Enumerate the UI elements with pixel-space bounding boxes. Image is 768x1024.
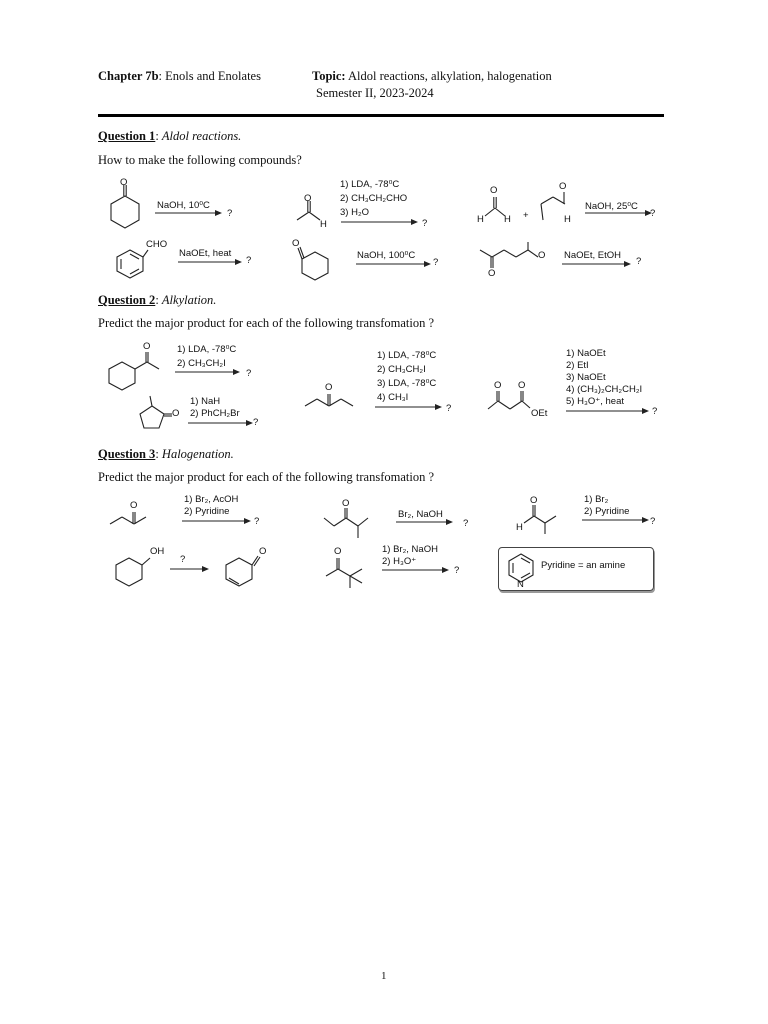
atom-h: H <box>320 219 327 230</box>
q1-r2-step-2: 2) CH₃CH₂CHO <box>340 193 408 204</box>
q2-r4-step-2: 2) EtI <box>566 360 589 371</box>
atom-o: O <box>172 408 180 419</box>
q3-title: Halogenation. <box>161 447 234 461</box>
atom-h: H <box>477 214 484 225</box>
q1-r4-conditions: NaOEt, heat <box>179 248 232 259</box>
q3-r1-question-mark: ? <box>254 516 260 527</box>
q3-heading: Question 3: Halogenation. <box>98 447 234 461</box>
atom-n: N <box>517 579 524 590</box>
q2-r3-step-2: 2) CH₃CH₂I <box>377 364 426 375</box>
q1-reaction-6 <box>476 238 661 283</box>
atom-o: O <box>130 500 138 511</box>
q1-r2-step-1: 1) LDA, -78⁰C <box>340 179 400 190</box>
atom-o: O <box>518 380 526 391</box>
q2-r3-step-4: 4) CH₃I <box>377 392 409 403</box>
q2-r4-step-3: 3) NaOEt <box>566 372 606 383</box>
q2-r4-step-4: 4) (CH₃)₂CH₂CH₂I <box>566 384 643 395</box>
header-rule <box>98 114 664 117</box>
atom-o: O <box>143 341 151 352</box>
q2-title: Alkylation. <box>161 293 217 307</box>
pyridine-note-box <box>498 547 654 591</box>
q3-r5-step-2: 2) H₃O⁺ <box>382 556 417 567</box>
atom-o: O <box>490 185 498 196</box>
q3-r3-step-2: 2) Pyridine <box>584 506 630 517</box>
chapter-label: Chapter 7b <box>98 69 159 83</box>
q2-r2-question-mark: ? <box>253 417 259 428</box>
q1-reaction-1 <box>105 176 245 236</box>
q1-r3-conditions: NaOH, 25⁰C <box>585 201 638 212</box>
q2-r4-question-mark: ? <box>652 406 658 417</box>
atom-o: O <box>494 380 502 391</box>
benzaldehyde-structure <box>110 238 260 283</box>
topic-text: Aldol reactions, alkylation, halogenation <box>345 69 552 83</box>
q1-r5-conditions: NaOH, 100⁰C <box>357 250 416 261</box>
q2-r1-step-2: 2) CH₃CH₂I <box>177 358 226 369</box>
q1-heading: Question 1: Aldol reactions. <box>98 129 242 143</box>
q2-r2-step-2: 2) PhCH₂Br <box>190 408 240 419</box>
atom-o: O <box>488 268 496 279</box>
atom-o: O <box>120 177 128 188</box>
oet-group: OEt <box>531 408 548 419</box>
cho-group: CHO <box>146 239 168 250</box>
q1-r1-conditions: NaOH, 10⁰C <box>157 200 210 211</box>
topic-label: Topic: <box>312 69 346 83</box>
atom-o: O <box>259 546 267 557</box>
q2-label: Question 2 <box>98 293 156 307</box>
q3-r1-step-2: 2) Pyridine <box>184 506 230 517</box>
q2-reaction-1 <box>105 340 265 395</box>
q2-r3-step-1: 1) LDA, -78⁰C <box>377 350 437 361</box>
q2-r4-step-1: 1) NaOEt <box>566 348 606 359</box>
semester: Semester II, 2023-2024 <box>316 86 434 100</box>
q3-r3-question-mark: ? <box>650 516 656 527</box>
q2-r1-step-1: 1) LDA, -78⁰C <box>177 344 237 355</box>
q2-reaction-3 <box>303 348 463 418</box>
q1-r6-conditions: NaOEt, EtOH <box>564 250 622 261</box>
pyridine-structure <box>505 548 545 590</box>
atom-o: O <box>538 250 546 261</box>
q3-prompt: Predict the major product for each of the following transfomation ? <box>98 470 435 484</box>
q3-r4-question-mark: ? <box>180 554 186 565</box>
oh-group: OH <box>150 546 165 557</box>
q1-prompt: How to make the following compounds? <box>98 153 302 167</box>
q3-r2-conditions: Br₂, NaOH <box>398 509 443 520</box>
atom-h: H <box>516 522 523 533</box>
q1-reaction-5 <box>290 238 450 283</box>
q2-reaction-4 <box>486 345 664 425</box>
q1-r5-question-mark: ? <box>433 257 439 268</box>
q2-r2-step-1: 1) NaH <box>190 396 221 407</box>
atom-o: O <box>325 382 333 393</box>
chapter-title: : Enols and Enolates <box>158 69 261 83</box>
topic-heading <box>312 69 552 84</box>
q3-label: Question 3 <box>98 447 156 461</box>
q1-r6-question-mark: ? <box>636 256 642 267</box>
plus-sign: + <box>523 210 529 221</box>
atom-o: O <box>530 495 538 506</box>
chapter-heading <box>98 69 261 84</box>
q1-r3-question-mark: ? <box>650 208 656 219</box>
q3-reaction-4 <box>112 544 272 594</box>
atom-o: O <box>342 498 350 509</box>
q3-reaction-1 <box>108 494 268 534</box>
q1-reaction-2 <box>293 176 443 236</box>
atom-o: O <box>334 546 342 557</box>
q3-r5-step-1: 1) Br₂, NaOH <box>382 544 438 555</box>
q1-r1-question-mark: ? <box>227 208 233 219</box>
q2-r3-step-3: 3) LDA, -78⁰C <box>377 378 437 389</box>
q1-r4-question-mark: ? <box>246 255 252 266</box>
page-number: 1 <box>381 970 387 982</box>
q3-r2-question-mark: ? <box>463 518 469 529</box>
q2-r4-step-5: 5) H₃O⁺, heat <box>566 396 624 407</box>
atom-o: O <box>292 238 300 249</box>
q1-reaction-4 <box>110 238 260 283</box>
atom-h: H <box>504 214 511 225</box>
atom-h: H <box>564 214 571 225</box>
q2-r1-question-mark: ? <box>246 368 252 379</box>
q1-title: Aldol reactions. <box>161 129 242 143</box>
atom-o: O <box>559 181 567 192</box>
pyridine-note-text: Pyridine = an amine <box>541 560 626 571</box>
q1-label: Question 1 <box>98 129 156 143</box>
atom-o: O <box>304 193 312 204</box>
q1-reaction-3 <box>475 180 660 235</box>
q3-r1-step-1: 1) Br₂, AcOH <box>184 494 239 505</box>
q3-reaction-5 <box>322 540 472 592</box>
q3-r3-step-1: 1) Br₂ <box>584 494 609 505</box>
q3-r5-question-mark: ? <box>454 565 460 576</box>
cyclohexanol-to-cyclohexenone <box>112 544 272 594</box>
q2-prompt: Predict the major product for each of the following transfomation ? <box>98 316 435 330</box>
q2-heading: Question 2: Alkylation. <box>98 293 217 307</box>
q1-r2-step-3: 3) H₂O <box>340 207 370 218</box>
q3-reaction-3 <box>514 494 664 536</box>
q2-r3-question-mark: ? <box>446 403 452 414</box>
q2-reaction-2 <box>126 392 266 437</box>
q1-r2-question-mark: ? <box>422 218 428 229</box>
q3-reaction-2 <box>320 498 480 540</box>
